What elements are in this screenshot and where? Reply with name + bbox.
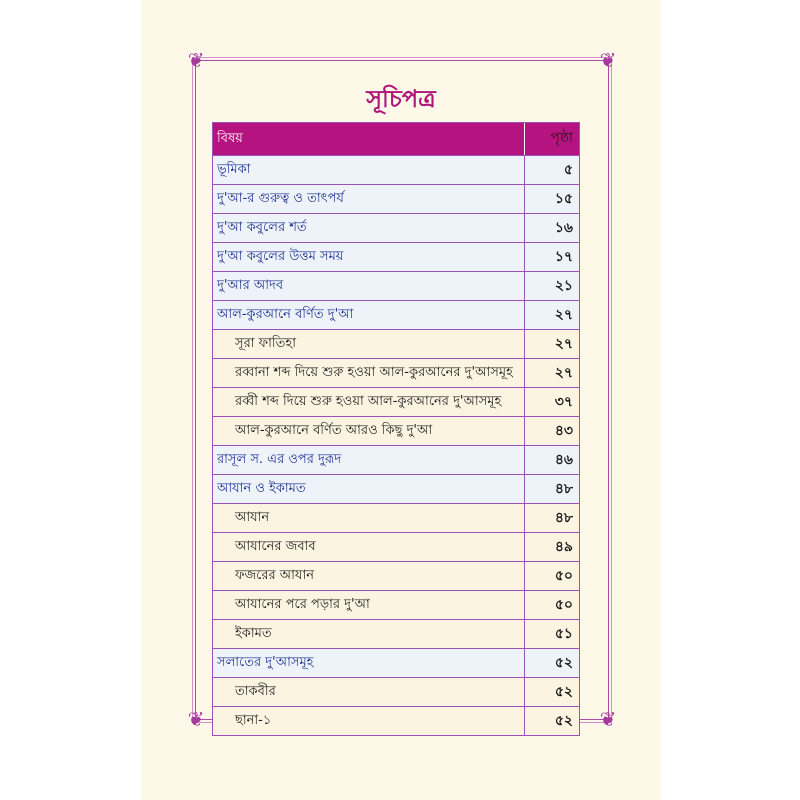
toc-entry-label: ভূমিকা — [217, 162, 251, 177]
toc-entry-page: ৫২ — [524, 649, 579, 677]
toc-entry-page: ৫০ — [524, 591, 579, 619]
toc-entry-page: ৪৮ — [524, 504, 579, 532]
toc-entry-page: ১৭ — [524, 243, 579, 271]
ornate-corner-icon: ❦ — [187, 707, 205, 731]
toc-entry-label: ফজরের আযান — [235, 568, 314, 583]
toc-entry-label: আযান — [235, 510, 270, 525]
toc-entry-label: দু'আ-র গুরুত্ব ও তাৎপর্য — [217, 191, 344, 206]
toc-row — [213, 590, 579, 619]
ornate-corner-icon: ❦ — [187, 48, 205, 72]
toc-row — [213, 300, 579, 329]
toc-entry-page: ৫১ — [524, 620, 579, 648]
page-title: সূচিপত্র — [366, 85, 436, 113]
toc-row — [213, 155, 579, 184]
toc-entry-label: আল-কুরআনে বর্ণিত আরও কিছু দু'আ — [235, 423, 433, 438]
toc-row — [213, 242, 579, 271]
toc-row — [213, 387, 579, 416]
toc-entry-page: ২৭ — [524, 330, 579, 358]
toc-row — [213, 416, 579, 445]
toc-row — [213, 706, 579, 735]
toc-entry-page: ৩৭ — [524, 388, 579, 416]
toc-row — [213, 213, 579, 242]
toc-entry-page: ৪৬ — [524, 446, 579, 474]
toc-entry-page: ১৬ — [524, 214, 579, 242]
toc-row — [213, 677, 579, 706]
toc-entry-label: আযান ও ইকামত — [217, 481, 306, 496]
toc-entry-label: দু'আ কবুলের উত্তম সময় — [217, 249, 344, 264]
toc-entry-label: আযানের জবাব — [235, 539, 316, 554]
ornate-corner-icon: ❦ — [599, 48, 617, 72]
toc-row — [213, 445, 579, 474]
toc-entry-label: দু'আ কবুলের শর্ত — [217, 220, 307, 235]
toc-entry-label: আল-কুরআনে বর্ণিত দু'আ — [217, 307, 354, 322]
toc-entry-label: রাসূল স. এর ওপর দুরূদ — [217, 452, 342, 467]
toc-header-row — [213, 123, 579, 155]
toc-entry-page: ২১ — [524, 272, 579, 300]
toc-entry-page: ১৫ — [524, 185, 579, 213]
toc-entry-label: সলাতের দু'আসমূহ — [217, 655, 314, 670]
toc-row — [213, 329, 579, 358]
toc-row — [213, 503, 579, 532]
toc-entry-label: তাকবীর — [235, 684, 276, 699]
toc-entry-page: ৫২ — [524, 707, 579, 735]
toc-row — [213, 561, 579, 590]
toc-entry-page: ৫ — [524, 156, 579, 184]
toc-row — [213, 271, 579, 300]
toc-entry-label: রব্বী শব্দ দিয়ে শুরু হওয়া আল-কুরআনের দু'আসমূহ — [235, 394, 502, 409]
toc-entry-label: দু'আর আদব — [217, 278, 284, 293]
toc-row — [213, 358, 579, 387]
toc-row — [213, 619, 579, 648]
toc-entry-label: আযানের পরে পড়ার দু'আ — [235, 597, 370, 612]
toc-entry-page: ৪৩ — [524, 417, 579, 445]
toc-rows — [213, 155, 579, 735]
toc-entry-label: রব্বানা শব্দ দিয়ে শুরু হওয়া আল-কুরআনের দু'আসমূহ — [235, 365, 513, 380]
ornate-corner-icon: ❦ — [599, 707, 617, 731]
toc-entry-page: ২৭ — [524, 359, 579, 387]
toc-entry-page: ২৭ — [524, 301, 579, 329]
toc-entry-label: ছানা-১ — [235, 713, 272, 728]
toc-row — [213, 184, 579, 213]
toc-table — [212, 122, 580, 736]
toc-entry-page: ৫০ — [524, 562, 579, 590]
toc-entry-label: সূরা ফাতিহা — [235, 336, 296, 351]
toc-row — [213, 648, 579, 677]
topic-header: বিষয় — [217, 131, 243, 146]
toc-row — [213, 474, 579, 503]
toc-entry-page: ৪৮ — [524, 475, 579, 503]
toc-entry-page: ৫২ — [524, 678, 579, 706]
toc-entry-label: ইকামত — [235, 626, 272, 641]
page-header: পৃষ্ঠা — [524, 123, 579, 155]
toc-row — [213, 532, 579, 561]
toc-entry-page: ৪৯ — [524, 533, 579, 561]
